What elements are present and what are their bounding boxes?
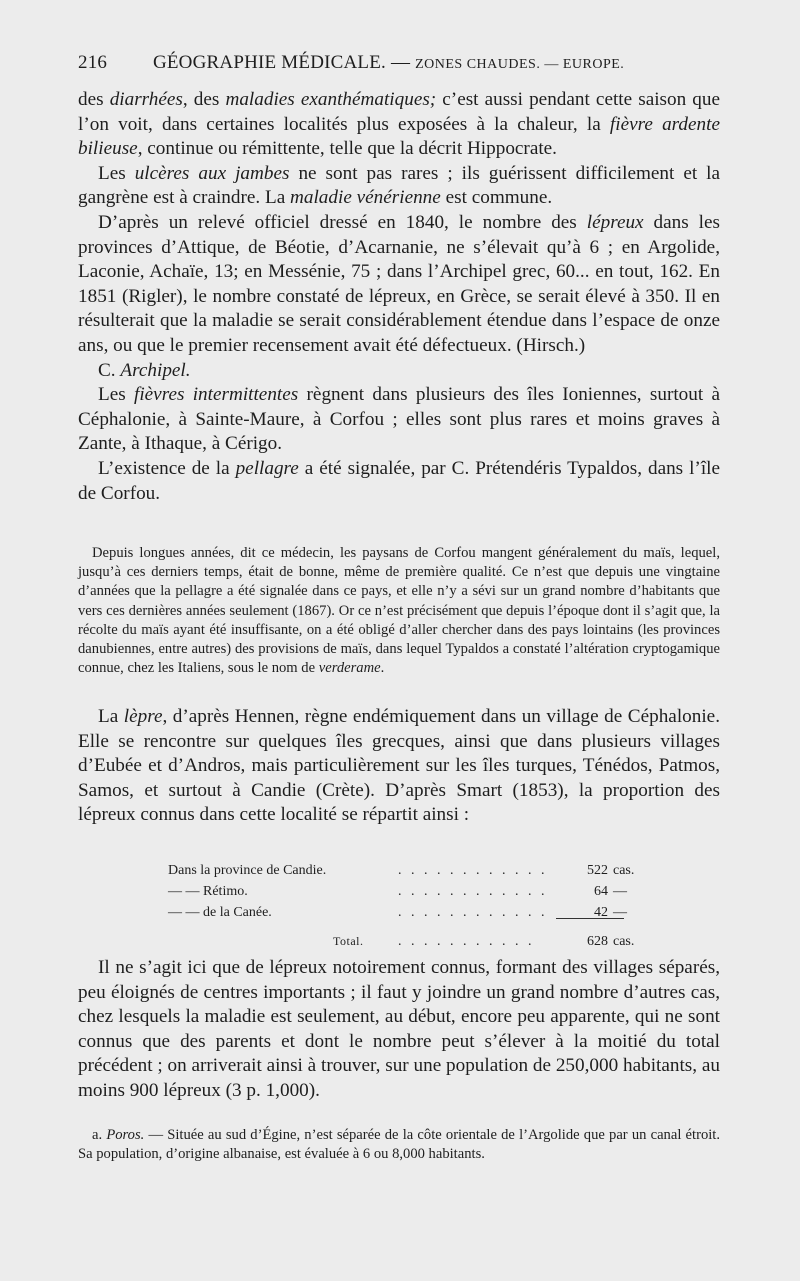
quoted-note-block	[78, 544, 720, 678]
text-run: D’après un relevé officiel dressé en 1840, le nombre des	[98, 211, 587, 233]
text-run: — Située au sud d’Égine, n’est séparée de la côte orientale de l’Argolide que par un canal étroit. Sa population, d’origine albanaise, est évaluée à 6 ou 8,000 habitants.	[78, 1127, 720, 1163]
italic-run: ulcères aux jambes	[134, 162, 290, 184]
running-header	[78, 52, 638, 74]
text-run: est commune.	[440, 187, 553, 209]
italic-run: diarrhées	[109, 89, 183, 110]
italic-run: pellagre	[235, 457, 299, 479]
total-rule	[556, 918, 624, 919]
paragraph	[78, 211, 720, 359]
footnote-block	[78, 1126, 720, 1164]
total-row	[168, 931, 635, 952]
text-run: Les	[98, 384, 134, 406]
text-run: c’est aussi pendant cette saison que l’on voit, dans certaines localités plus exposées à la chaleur, la	[78, 89, 721, 135]
page-number: 216	[78, 52, 108, 73]
text-run: des	[78, 89, 110, 110]
paragraph	[78, 88, 720, 162]
header-section: ZONES CHAUDES. — EUROPE.	[415, 57, 625, 72]
text-run: dans les provinces d’Attique, de Béotie, d’Acarnanie, ne s’élevait qu’à 6 ; en Argolide, Laconie, Achaïe, 13; en Messénie, 75 ; dans l’Archipel grec, 60... en tout, 162. En 1851 (Rigler), le nombre constaté de lépreux, en Grèce, se serait élevé à 350. Il en résulterait que la maladie se serait considérablement étendue dans l’espace de onze ans, ou que le premier recensement avait été défectueux. (Hirsch.)	[78, 211, 720, 356]
text-run: a.	[92, 1127, 107, 1143]
paragraph	[78, 544, 720, 678]
italic-run: lèpre	[123, 706, 163, 727]
paragraph	[78, 162, 720, 211]
total-unit: cas.	[613, 934, 635, 949]
section-heading	[78, 359, 720, 384]
row-value: 64	[594, 884, 608, 899]
paragraph	[78, 956, 720, 1104]
row-value: 42	[594, 905, 608, 920]
text-run: Les	[98, 162, 135, 184]
total-label: Total.	[333, 934, 364, 948]
main-text-block-3	[78, 956, 720, 1104]
paragraph	[78, 457, 720, 506]
text-run: L’existence de la	[98, 457, 236, 479]
table-row	[168, 881, 628, 902]
row-dots: . . . . . . . . . . . .	[398, 863, 548, 878]
row-dots: . . . . . . . . . . . .	[398, 905, 548, 920]
row-label: — — de la Canée.	[168, 905, 272, 920]
total-value: 628	[587, 934, 608, 949]
text-run: , des	[182, 89, 226, 110]
main-text-block-1	[78, 88, 720, 506]
text-run: , continue ou rémittente, telle que la décrit Hippocrate.	[137, 138, 557, 160]
italic-run: maladie vénérienne	[290, 187, 441, 209]
text-run: C.	[98, 359, 121, 381]
italic-run: verderame	[318, 660, 381, 677]
row-value: 522	[587, 863, 608, 878]
text-run: La	[98, 706, 124, 727]
text-run: , d’après Hennen, règne endémiquement dans un village de Céphalonie. Elle se rencontre sur quelques îles grecques, ainsi que dans plusieurs villages d’Eubée et d’Andros, mais particulièrement sur les îles turques, Ténédos, Patmos, Samos, et surtout à Candie (Crète). D’après Smart (1853), la proportion des lépreux connus dans cette localité se répartit ainsi :	[78, 706, 720, 826]
italic-run: Archipel.	[120, 359, 191, 381]
row-unit: —	[613, 884, 627, 899]
table-row	[168, 860, 635, 881]
italic-run: lépreux	[586, 211, 644, 233]
italic-run: Poros.	[106, 1127, 145, 1143]
text-run: ne sont pas rares ; ils guérissent difficilement et la gangrène est à craindre. La	[78, 162, 720, 209]
table-row	[168, 902, 628, 923]
text-run: .	[380, 660, 385, 677]
leprosy-table	[168, 860, 635, 952]
paragraph	[78, 705, 720, 828]
italic-run: fièvre ardente bilieuse	[78, 113, 720, 160]
footnote	[78, 1126, 720, 1164]
row-unit: cas.	[613, 863, 635, 878]
paragraph	[78, 383, 720, 457]
text-run: Il ne s’agit ici que de lépreux notoirement connus, formant des villages séparés, peu éloignés de centres importants ; il faut y joindre un grand nombre d’autres cas, chez lesquels la maladie est seulement, au début, encore peu apparente, qui ne sont connus que des parents et dont le nombre peut s’élever à la moitié du total précédent ; on arriverait ainsi à trouver, sur une population de 250,000 habitants, au moins 900 lépreux (3 p. 1,000).	[78, 957, 720, 1101]
text-run: règnent dans plusieurs des îles Ioniennes, surtout à Céphalonie, à Sainte-Maure, à Corfou ; elles sont plus rares et moins graves à Zante, à Ithaque, à Cérigo.	[78, 384, 720, 455]
text-run: a été signalée, par C. Prétendéris Typaldos, dans l’île de Corfou.	[78, 457, 721, 504]
text-run: Depuis longues années, dit ce médecin, les paysans de Corfou mangent généralement du maïs, lequel, jusqu’à ces derniers temps, était de bonne, même de première qualité. Ce n’est que depuis une vingtaine d’années que la pellagre a été signalée dans ce pays, et elle n’y a sévi sur un grand nombre d’habitants que vers ces dernières années seulement (1867). Or ce n’est précisément que depuis l’époque dont il s’agit que, la récolte du maïs ayant été insuffisante, on a été obligé d’aller chercher dans des pays lointains (les provinces danubiennes, entre autres) des provisions de maïs, dans lequel Typaldos a constaté l’altération cryptogamique connue, chez les Italiens, sous le nom de	[78, 545, 720, 677]
row-label: — — Rétimo.	[168, 884, 248, 899]
total-dots: . . . . . . . . . . .	[398, 934, 535, 949]
header-title: GÉOGRAPHIE MÉDICALE. —	[152, 52, 411, 73]
row-label: Dans la province de Candie.	[168, 863, 327, 878]
main-text-block-2	[78, 705, 720, 828]
italic-run: maladies exanthématiques;	[225, 89, 437, 110]
row-unit: —	[613, 905, 627, 920]
italic-run: fièvres intermittentes	[134, 384, 299, 406]
row-dots: . . . . . . . . . . . .	[398, 884, 548, 899]
